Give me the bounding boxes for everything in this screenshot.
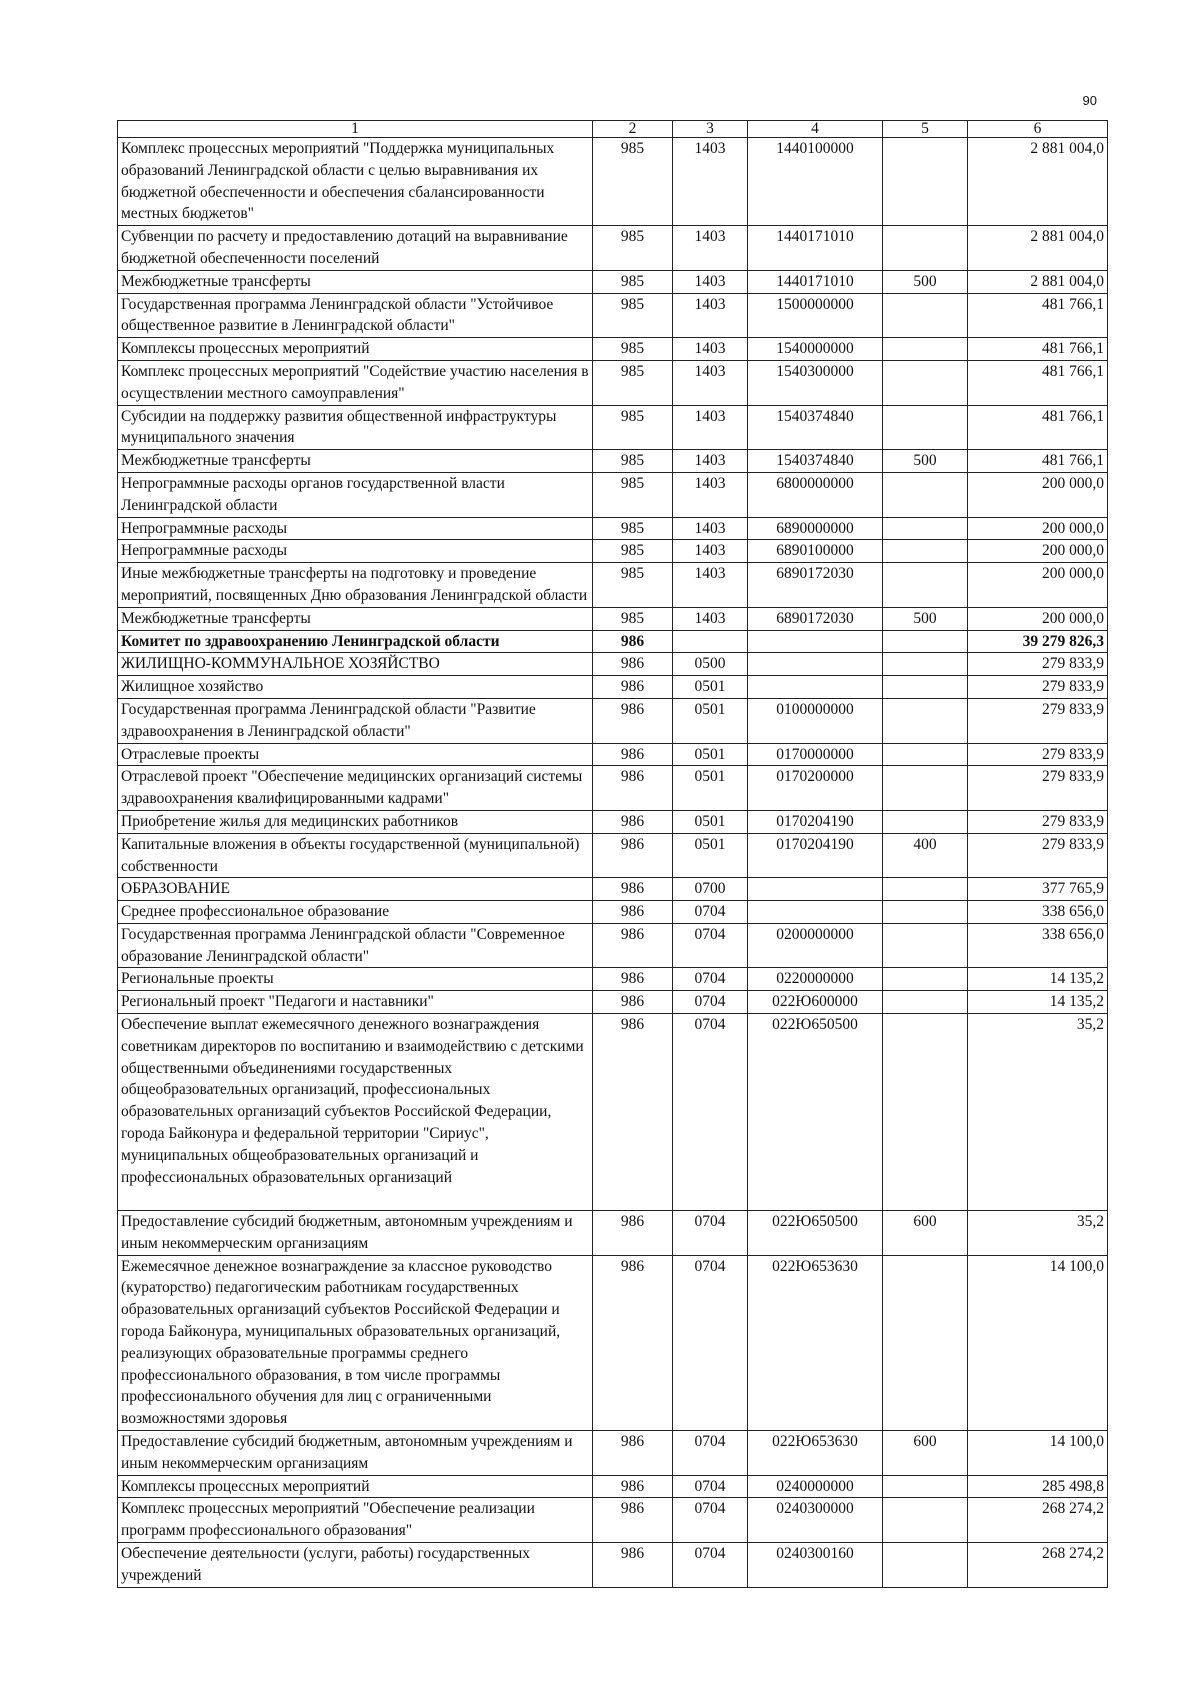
row-name-cell: Приобретение жилья для медицинских работников <box>118 810 593 833</box>
row-sum-cell: 268 274,2 <box>968 1543 1108 1588</box>
row-vr-cell <box>883 293 968 338</box>
row-vr-cell <box>883 676 968 699</box>
row-name-cell: Непрограммные расходы <box>118 517 593 540</box>
table-row <box>118 1431 1108 1476</box>
row-csr-cell: 1540300000 <box>748 360 883 405</box>
row-section-cell: 0704 <box>673 1431 748 1476</box>
row-ved-cell: 986 <box>593 653 673 676</box>
row-csr-cell: 1440171010 <box>748 226 883 271</box>
row-name-cell: Иные межбюджетные трансферты на подготовку и проведение мероприятий, посвященных Дню образования Ленинградской области <box>118 563 593 608</box>
row-vr-cell <box>883 1475 968 1498</box>
row-csr-cell: 6800000000 <box>748 472 883 517</box>
row-vr-cell: 500 <box>883 450 968 473</box>
row-csr-cell: 0220000000 <box>748 968 883 991</box>
row-csr-cell: 0240300000 <box>748 1498 883 1543</box>
row-sum-cell: 200 000,0 <box>968 540 1108 563</box>
table-row <box>118 653 1108 676</box>
table-row <box>118 698 1108 743</box>
row-sum-cell: 200 000,0 <box>968 517 1108 540</box>
row-name-cell: Предоставление субсидий бюджетным, автономным учреждениям и иным некоммерческим организациям <box>118 1431 593 1476</box>
row-ved-cell: 985 <box>593 450 673 473</box>
row-vr-cell <box>883 138 968 226</box>
row-sum-cell: 35,2 <box>968 1211 1108 1256</box>
row-sum-cell: 279 833,9 <box>968 810 1108 833</box>
row-ved-cell: 985 <box>593 540 673 563</box>
table-row <box>118 360 1108 405</box>
row-section-cell: 1403 <box>673 138 748 226</box>
row-name-cell: Региональные проекты <box>118 968 593 991</box>
row-ved-cell: 985 <box>593 138 673 226</box>
row-vr-cell <box>883 226 968 271</box>
row-csr-cell <box>748 653 883 676</box>
table-row <box>118 676 1108 699</box>
row-section-cell: 0704 <box>673 1255 748 1430</box>
table-row <box>118 270 1108 293</box>
row-sum-cell: 14 100,0 <box>968 1431 1108 1476</box>
row-ved-cell: 986 <box>593 923 673 968</box>
column-header-6: 6 <box>968 121 1108 138</box>
row-section-cell: 0704 <box>673 901 748 924</box>
row-sum-cell: 2 881 004,0 <box>968 138 1108 226</box>
row-vr-cell: 500 <box>883 607 968 630</box>
row-ved-cell: 986 <box>593 878 673 901</box>
row-ved-cell: 986 <box>593 991 673 1014</box>
row-name-cell: Обеспечение выплат ежемесячного денежного вознаграждения советникам директоров по воспитанию и взаимодействию с детскими общественными объединениями государственных общеобразовательных организаций, профессиональных образовательных организаций субъектов Российской Федерации, города Байконура и федеральной территории "Сириус", муниципальных общеобразовательных организаций и профессиональных образовательных организаций <box>118 1014 593 1211</box>
row-name-cell: Субсидии на поддержку развития общественной инфраструктуры муниципального значения <box>118 405 593 450</box>
row-csr-cell: 022Ю650500 <box>748 1211 883 1256</box>
table-row <box>118 1014 1108 1211</box>
row-vr-cell <box>883 923 968 968</box>
row-name-cell: Комплекс процессных мероприятий "Содействие участию населения в осуществлении местного самоуправления" <box>118 360 593 405</box>
row-section-cell: 0501 <box>673 698 748 743</box>
row-sum-cell: 338 656,0 <box>968 901 1108 924</box>
row-name-cell: Государственная программа Ленинградской области "Устойчивое общественное развитие в Ленинградской области" <box>118 293 593 338</box>
row-csr-cell: 022Ю653630 <box>748 1431 883 1476</box>
row-name-cell: Среднее профессиональное образование <box>118 901 593 924</box>
row-name-cell: Межбюджетные трансферты <box>118 270 593 293</box>
row-vr-cell <box>883 901 968 924</box>
row-name-cell: Капитальные вложения в объекты государственной (муниципальной) собственности <box>118 833 593 878</box>
row-csr-cell: 0170204190 <box>748 810 883 833</box>
row-name-cell: Межбюджетные трансферты <box>118 450 593 473</box>
row-csr-cell: 6890000000 <box>748 517 883 540</box>
row-ved-cell: 985 <box>593 563 673 608</box>
row-section-cell: 1403 <box>673 472 748 517</box>
row-ved-cell: 986 <box>593 833 673 878</box>
row-ved-cell: 985 <box>593 405 673 450</box>
row-ved-cell: 986 <box>593 1431 673 1476</box>
row-ved-cell: 986 <box>593 1498 673 1543</box>
table-row <box>118 901 1108 924</box>
row-ved-cell: 986 <box>593 1255 673 1430</box>
row-vr-cell <box>883 810 968 833</box>
row-ved-cell: 986 <box>593 1543 673 1588</box>
row-csr-cell: 022Ю600000 <box>748 991 883 1014</box>
row-sum-cell: 279 833,9 <box>968 833 1108 878</box>
row-sum-cell: 279 833,9 <box>968 743 1108 766</box>
row-section-cell: 0501 <box>673 810 748 833</box>
row-ved-cell: 985 <box>593 226 673 271</box>
row-csr-cell: 0100000000 <box>748 698 883 743</box>
row-section-cell: 0704 <box>673 1211 748 1256</box>
row-vr-cell <box>883 653 968 676</box>
row-ved-cell: 986 <box>593 1211 673 1256</box>
row-csr-cell <box>748 901 883 924</box>
table-row <box>118 338 1108 361</box>
row-csr-cell: 1540374840 <box>748 405 883 450</box>
row-section-cell: 0501 <box>673 743 748 766</box>
row-name-cell: ОБРАЗОВАНИЕ <box>118 878 593 901</box>
row-section-cell: 0704 <box>673 1498 748 1543</box>
row-sum-cell: 2 881 004,0 <box>968 226 1108 271</box>
table-row <box>118 878 1108 901</box>
row-ved-cell: 986 <box>593 698 673 743</box>
row-csr-cell: 6890172030 <box>748 563 883 608</box>
row-name-cell: Субвенции по расчету и предоставлению дотаций на выравнивание бюджетной обеспеченности поселений <box>118 226 593 271</box>
row-vr-cell <box>883 991 968 1014</box>
row-name-cell: Непрограммные расходы органов государственной власти Ленинградской области <box>118 472 593 517</box>
row-section-cell: 0704 <box>673 1475 748 1498</box>
row-csr-cell <box>748 878 883 901</box>
row-sum-cell: 2 881 004,0 <box>968 270 1108 293</box>
row-ved-cell: 986 <box>593 676 673 699</box>
table-row <box>118 450 1108 473</box>
row-vr-cell <box>883 338 968 361</box>
row-sum-cell: 35,2 <box>968 1014 1108 1211</box>
row-sum-cell: 39 279 826,3 <box>968 630 1108 653</box>
row-sum-cell: 481 766,1 <box>968 338 1108 361</box>
table-row <box>118 1543 1108 1588</box>
row-ved-cell: 986 <box>593 743 673 766</box>
row-vr-cell <box>883 1543 968 1588</box>
row-sum-cell: 200 000,0 <box>968 563 1108 608</box>
table-row <box>118 766 1108 811</box>
row-name-cell: Непрограммные расходы <box>118 540 593 563</box>
row-csr-cell: 0240000000 <box>748 1475 883 1498</box>
table-row <box>118 991 1108 1014</box>
row-csr-cell <box>748 676 883 699</box>
row-vr-cell <box>883 1014 968 1211</box>
row-vr-cell <box>883 766 968 811</box>
table-row <box>118 517 1108 540</box>
row-csr-cell: 1500000000 <box>748 293 883 338</box>
row-ved-cell: 986 <box>593 630 673 653</box>
row-sum-cell: 200 000,0 <box>968 472 1108 517</box>
row-vr-cell <box>883 1498 968 1543</box>
table-row <box>118 540 1108 563</box>
row-sum-cell: 481 766,1 <box>968 450 1108 473</box>
table-row <box>118 293 1108 338</box>
row-csr-cell: 6890172030 <box>748 607 883 630</box>
row-ved-cell: 986 <box>593 810 673 833</box>
row-sum-cell: 285 498,8 <box>968 1475 1108 1498</box>
row-vr-cell <box>883 698 968 743</box>
row-vr-cell: 500 <box>883 270 968 293</box>
row-sum-cell: 279 833,9 <box>968 698 1108 743</box>
row-ved-cell: 986 <box>593 766 673 811</box>
page-number: 90 <box>1082 93 1097 108</box>
row-name-cell: Региональный проект "Педагоги и наставники" <box>118 991 593 1014</box>
row-ved-cell: 986 <box>593 1475 673 1498</box>
row-sum-cell: 481 766,1 <box>968 293 1108 338</box>
row-vr-cell <box>883 472 968 517</box>
row-csr-cell <box>748 630 883 653</box>
row-sum-cell: 279 833,9 <box>968 653 1108 676</box>
row-section-cell: 0704 <box>673 923 748 968</box>
row-section-cell: 1403 <box>673 450 748 473</box>
row-section-cell: 1403 <box>673 563 748 608</box>
row-section-cell: 1403 <box>673 540 748 563</box>
row-sum-cell: 481 766,1 <box>968 360 1108 405</box>
row-csr-cell: 0170200000 <box>748 766 883 811</box>
column-header-4: 4 <box>748 121 883 138</box>
row-section-cell: 1403 <box>673 607 748 630</box>
table-row <box>118 810 1108 833</box>
row-vr-cell <box>883 405 968 450</box>
row-sum-cell: 377 765,9 <box>968 878 1108 901</box>
row-sum-cell: 14 100,0 <box>968 1255 1108 1430</box>
row-vr-cell <box>883 517 968 540</box>
table-row <box>118 968 1108 991</box>
row-name-cell: Комплексы процессных мероприятий <box>118 338 593 361</box>
column-header-2: 2 <box>593 121 673 138</box>
row-vr-cell <box>883 878 968 901</box>
row-csr-cell: 1440171010 <box>748 270 883 293</box>
row-ved-cell: 985 <box>593 472 673 517</box>
row-section-cell: 1403 <box>673 338 748 361</box>
row-section-cell: 1403 <box>673 226 748 271</box>
row-vr-cell <box>883 540 968 563</box>
table-body <box>118 138 1108 1588</box>
row-section-cell: 0704 <box>673 1014 748 1211</box>
row-csr-cell: 0200000000 <box>748 923 883 968</box>
table-row <box>118 607 1108 630</box>
table-row <box>118 138 1108 226</box>
row-vr-cell <box>883 1255 968 1430</box>
row-section-cell: 1403 <box>673 405 748 450</box>
row-name-cell: Предоставление субсидий бюджетным, автономным учреждениям и иным некоммерческим организациям <box>118 1211 593 1256</box>
table-row <box>118 1498 1108 1543</box>
row-name-cell: Ежемесячное денежное вознаграждение за классное руководство (кураторство) педагогическим работникам государственных образовательных организаций субъектов Российской Федерации и города Байконура, муниципальных образовательных организаций, реализующих образовательные программы среднего профессионального образования, в том числе программы профессионального обучения для лиц с ограниченными возможностями здоровья <box>118 1255 593 1430</box>
row-vr-cell <box>883 743 968 766</box>
row-name-cell: Жилищное хозяйство <box>118 676 593 699</box>
row-section-cell: 0500 <box>673 653 748 676</box>
row-section-cell: 0501 <box>673 766 748 811</box>
row-section-cell: 0501 <box>673 676 748 699</box>
row-section-cell <box>673 630 748 653</box>
row-csr-cell: 0170204190 <box>748 833 883 878</box>
table-row <box>118 226 1108 271</box>
row-csr-cell: 6890100000 <box>748 540 883 563</box>
table-row <box>118 743 1108 766</box>
row-sum-cell: 338 656,0 <box>968 923 1108 968</box>
row-ved-cell: 986 <box>593 1014 673 1211</box>
row-vr-cell <box>883 360 968 405</box>
row-ved-cell: 986 <box>593 968 673 991</box>
row-vr-cell: 600 <box>883 1431 968 1476</box>
row-csr-cell: 022Ю653630 <box>748 1255 883 1430</box>
column-header-1: 1 <box>118 121 593 138</box>
row-section-cell: 0700 <box>673 878 748 901</box>
row-name-cell: Государственная программа Ленинградской области "Развитие здравоохранения в Ленинградской области" <box>118 698 593 743</box>
row-section-cell: 0704 <box>673 968 748 991</box>
budget-table <box>117 120 1108 1588</box>
row-vr-cell <box>883 630 968 653</box>
row-sum-cell: 279 833,9 <box>968 676 1108 699</box>
row-section-cell: 1403 <box>673 517 748 540</box>
row-section-cell: 1403 <box>673 293 748 338</box>
row-ved-cell: 985 <box>593 338 673 361</box>
row-section-cell: 0704 <box>673 1543 748 1588</box>
row-sum-cell: 14 135,2 <box>968 991 1108 1014</box>
row-ved-cell: 985 <box>593 360 673 405</box>
row-vr-cell <box>883 968 968 991</box>
row-csr-cell: 0170000000 <box>748 743 883 766</box>
row-ved-cell: 985 <box>593 293 673 338</box>
row-name-cell: Комитет по здравоохранению Ленинградской области <box>118 630 593 653</box>
row-section-cell: 0501 <box>673 833 748 878</box>
row-name-cell: Комплексы процессных мероприятий <box>118 1475 593 1498</box>
row-vr-cell: 400 <box>883 833 968 878</box>
column-header-5: 5 <box>883 121 968 138</box>
row-ved-cell: 985 <box>593 517 673 540</box>
row-name-cell: ЖИЛИЩНО-КОММУНАЛЬНОЕ ХОЗЯЙСТВО <box>118 653 593 676</box>
table-row <box>118 1211 1108 1256</box>
row-sum-cell: 279 833,9 <box>968 766 1108 811</box>
row-section-cell: 1403 <box>673 270 748 293</box>
row-vr-cell <box>883 563 968 608</box>
row-name-cell: Комплекс процессных мероприятий "Поддержка муниципальных образований Ленинградской области с целью выравнивания их бюджетной обеспеченности и обеспечения сбалансированности местных бюджетов" <box>118 138 593 226</box>
row-name-cell: Комплекс процессных мероприятий "Обеспечение реализации программ профессионального образования" <box>118 1498 593 1543</box>
table-row <box>118 563 1108 608</box>
row-name-cell: Отраслевые проекты <box>118 743 593 766</box>
table-row <box>118 472 1108 517</box>
row-section-cell: 0704 <box>673 991 748 1014</box>
row-sum-cell: 268 274,2 <box>968 1498 1108 1543</box>
row-section-cell: 1403 <box>673 360 748 405</box>
row-name-cell: Межбюджетные трансферты <box>118 607 593 630</box>
row-vr-cell: 600 <box>883 1211 968 1256</box>
row-csr-cell: 1540000000 <box>748 338 883 361</box>
table-row <box>118 1255 1108 1430</box>
row-ved-cell: 985 <box>593 270 673 293</box>
table-header-row <box>118 121 1108 138</box>
row-sum-cell: 200 000,0 <box>968 607 1108 630</box>
table-row <box>118 1475 1108 1498</box>
row-name-cell: Обеспечение деятельности (услуги, работы) государственных учреждений <box>118 1543 593 1588</box>
row-name-cell: Государственная программа Ленинградской области "Современное образование Ленинградской области" <box>118 923 593 968</box>
table-row <box>118 833 1108 878</box>
row-sum-cell: 14 135,2 <box>968 968 1108 991</box>
row-ved-cell: 986 <box>593 901 673 924</box>
row-name-cell: Отраслевой проект "Обеспечение медицинских организаций системы здравоохранения квалифицированными кадрами" <box>118 766 593 811</box>
row-sum-cell: 481 766,1 <box>968 405 1108 450</box>
row-csr-cell: 022Ю650500 <box>748 1014 883 1211</box>
row-ved-cell: 985 <box>593 607 673 630</box>
row-csr-cell: 0240300160 <box>748 1543 883 1588</box>
column-header-3: 3 <box>673 121 748 138</box>
table-row <box>118 630 1108 653</box>
table-row <box>118 923 1108 968</box>
table-row <box>118 405 1108 450</box>
row-csr-cell: 1440100000 <box>748 138 883 226</box>
row-csr-cell: 1540374840 <box>748 450 883 473</box>
